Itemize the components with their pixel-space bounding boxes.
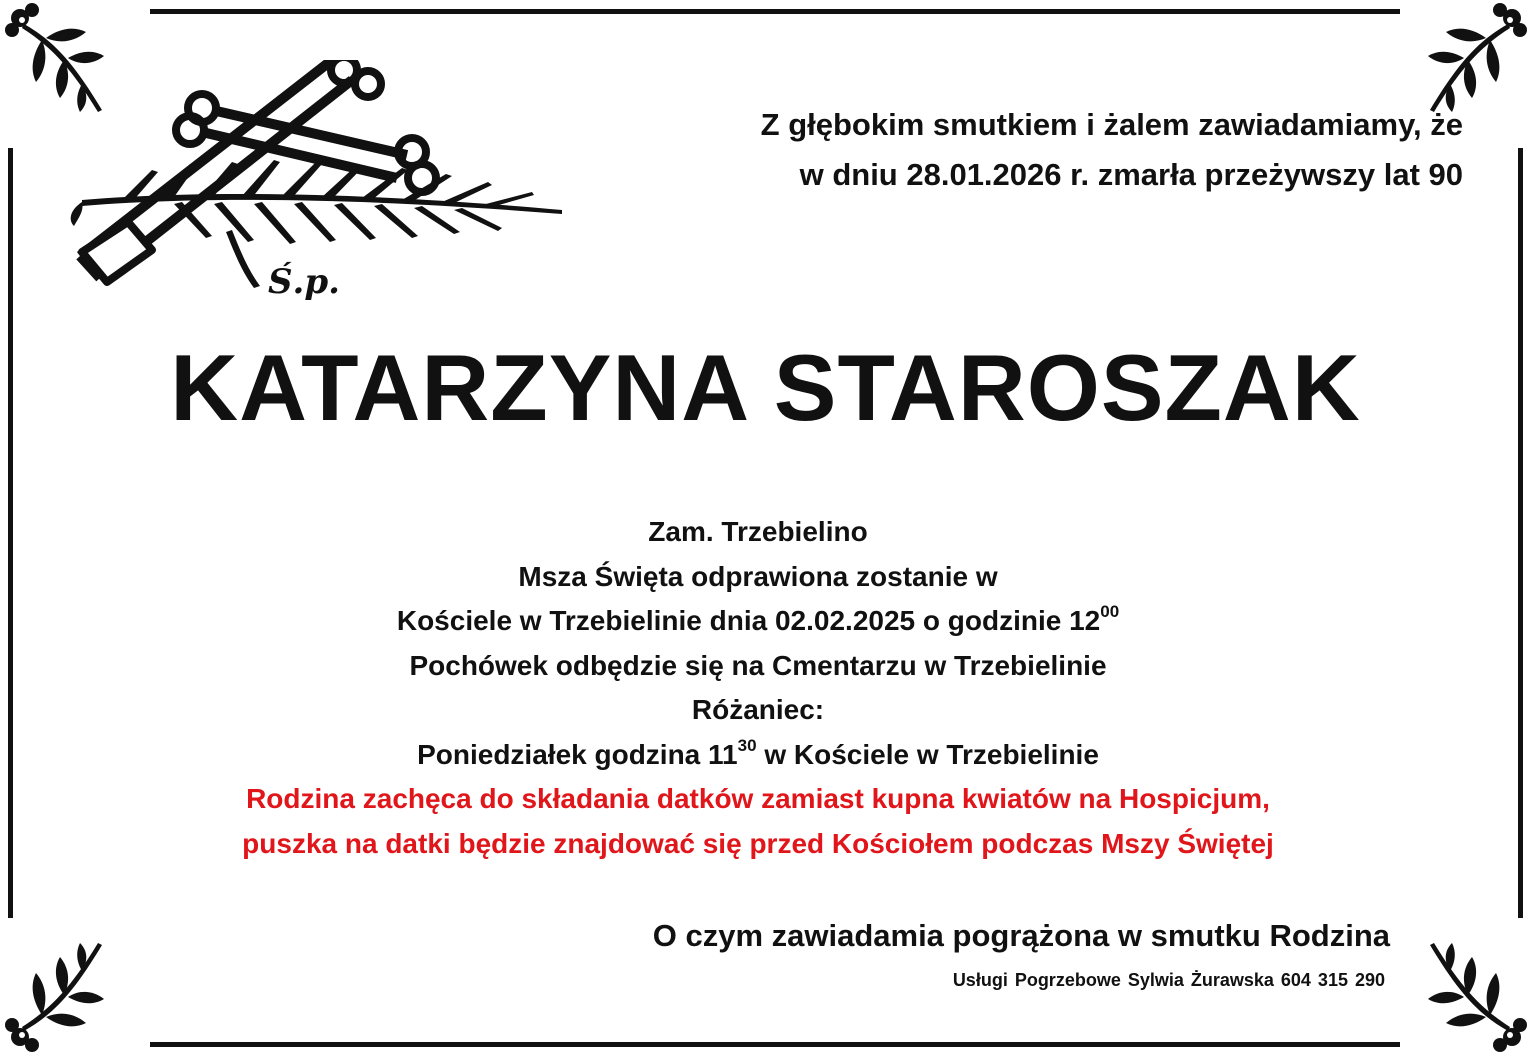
mass-date-text: Kościele w Trzebielinie dnia 02.02.2025 o godzinie 12 [396,605,1101,636]
floral-corner-ornament-icon [1410,935,1530,1055]
rosary-place-text: w Kościele w Trzebielinie [756,738,1099,770]
mass-time-superscript: 00 [1100,602,1120,621]
rosary-day-text: Poniedziałek godzina 11 [417,738,738,770]
rosary-label: Różaniec: [691,694,825,725]
frame-right-line [1518,148,1523,918]
announcement-intro [563,100,1463,200]
donation-line-1: Rodzina zachęca do składania datków zamiast kupna kwiatów na Hospicjum, [246,783,1270,814]
deceased-name: KATARZYNA STAROSZAK [170,335,1361,440]
sp-abbreviation: Ś.p. [268,262,341,302]
residence-line: Zam. Trzebielino [648,516,868,547]
intro-line-1: Z głębokim smutkiem i żalem zawiadamiamy, że [760,107,1463,142]
frame-bottom-line [150,1042,1400,1047]
floral-corner-ornament-icon [2,935,122,1055]
mass-line-2 [0,599,1516,644]
funeral-home-contact: Usługi Pogrzebowe Sylwia Żurawska 604 315 290 [952,970,1385,990]
intro-line-2: w dniu 28.01.2026 r. zmarła przeżywszy lat 90 [799,157,1463,192]
rosary-line [0,733,1516,778]
closing-line: O czym zawiadamia pogrążona w smutku Rodzina [652,918,1390,953]
donation-line-2: puszka na datki będzie znajdować się przed Kościołem podczas Mszy Świętej [242,827,1274,859]
frame-top-line [150,9,1400,14]
funeral-details [0,510,1516,866]
burial-line: Pochówek odbędzie się na Cmentarzu w Trzebielinie [409,649,1107,681]
mass-line-1: Msza Święta odprawiona zostanie w [518,560,998,592]
rosary-time-superscript: 30 [737,735,757,755]
